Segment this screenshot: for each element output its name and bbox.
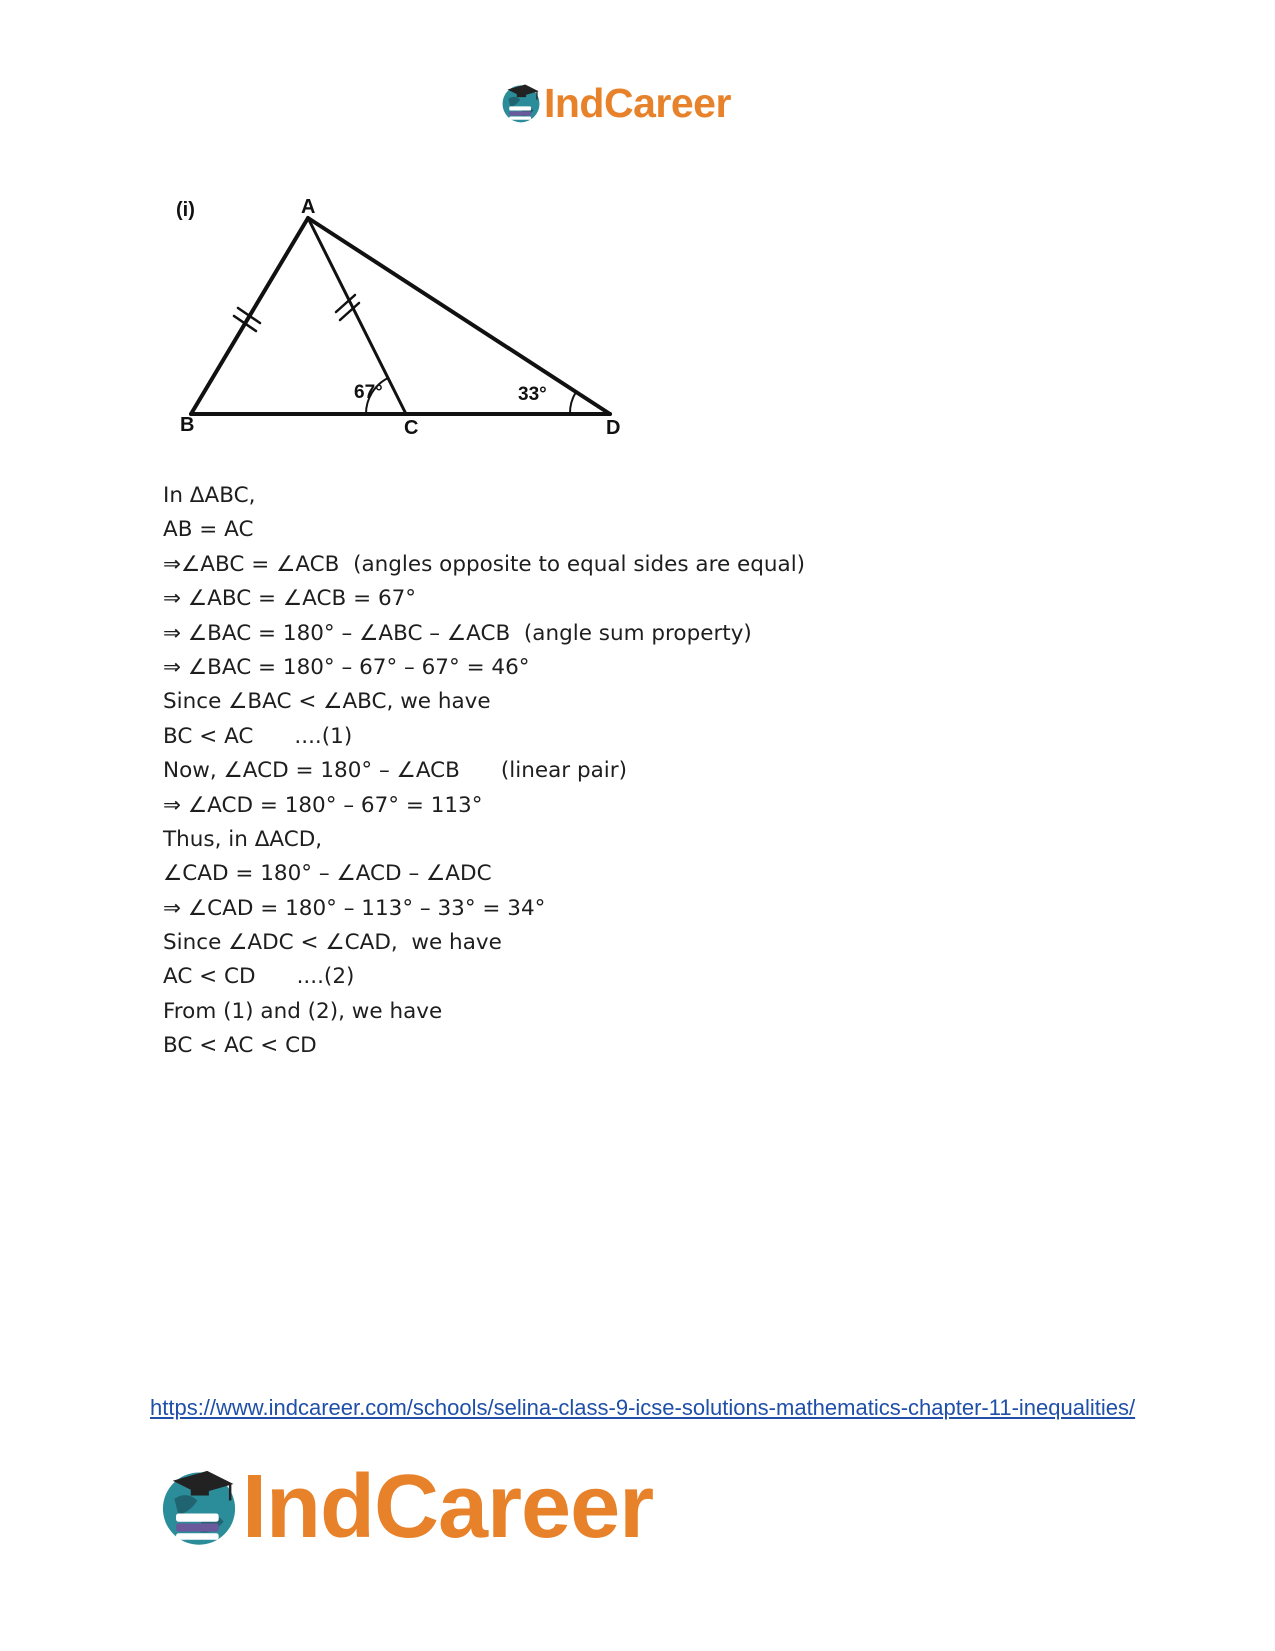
solution-line: Now, ∠ACD = 180° – ∠ACB (linear pair) <box>163 758 627 784</box>
solution-line: ⇒ ∠ABC = ∠ACB = 67° <box>163 586 417 612</box>
solution-line: Thus, in ΔACD, <box>163 826 323 852</box>
solution-line: AB = AC <box>163 517 254 543</box>
solution-steps <box>163 479 805 1064</box>
source-url-link[interactable]: https://www.indcareer.com/schools/selina-class-9-icse-solutions-mathematics-chapter-11-inequalities/ <box>150 1395 1136 1420</box>
triangle-figure <box>168 188 628 448</box>
solution-line: In ΔABC, <box>163 483 256 508</box>
solution-line: ⇒ ∠ACD = 180° – 67° = 113° <box>163 792 483 818</box>
part-label: (i) <box>176 199 195 221</box>
header-logo <box>500 78 731 128</box>
solution-line: ⇒ ∠CAD = 180° – 113° – 33° = 34° <box>163 895 546 921</box>
vertex-a-label: A <box>301 196 316 218</box>
solution-line: BC < AC ....(1) <box>163 723 353 749</box>
globe-logo-icon <box>158 1466 240 1548</box>
angle-d-arc <box>570 392 576 414</box>
solution-line: ∠CAD = 180° – ∠ACD – ∠ADC <box>163 861 492 887</box>
angle-c-label: 67° <box>354 382 383 403</box>
brand-wordmark: IndCareer <box>242 1456 654 1557</box>
solution-line: AC < CD ....(2) <box>163 964 355 990</box>
vertex-d-label: D <box>606 417 621 439</box>
angle-d-label: 33° <box>518 384 547 405</box>
solution-line: Since ∠BAC < ∠ABC, we have <box>163 689 491 715</box>
globe-logo-icon <box>500 82 542 124</box>
vertex-c-label: C <box>404 417 419 439</box>
vertex-b-label: B <box>180 414 195 436</box>
solution-line: ⇒ ∠BAC = 180° – 67° – 67° = 46° <box>163 654 530 680</box>
solution-line: BC < AC < CD <box>163 1033 317 1059</box>
solution-line: From (1) and (2), we have <box>163 998 443 1024</box>
solution-line: ⇒∠ABC = ∠ACB (angles opposite to equal sides are equal) <box>163 551 806 577</box>
solution-line: Since ∠ADC < ∠CAD, we have <box>163 930 502 956</box>
footer-logo <box>158 1456 654 1557</box>
solution-line: ⇒ ∠BAC = 180° – ∠ABC – ∠ACB (angle sum property) <box>163 620 752 646</box>
brand-wordmark: IndCareer <box>544 79 731 126</box>
